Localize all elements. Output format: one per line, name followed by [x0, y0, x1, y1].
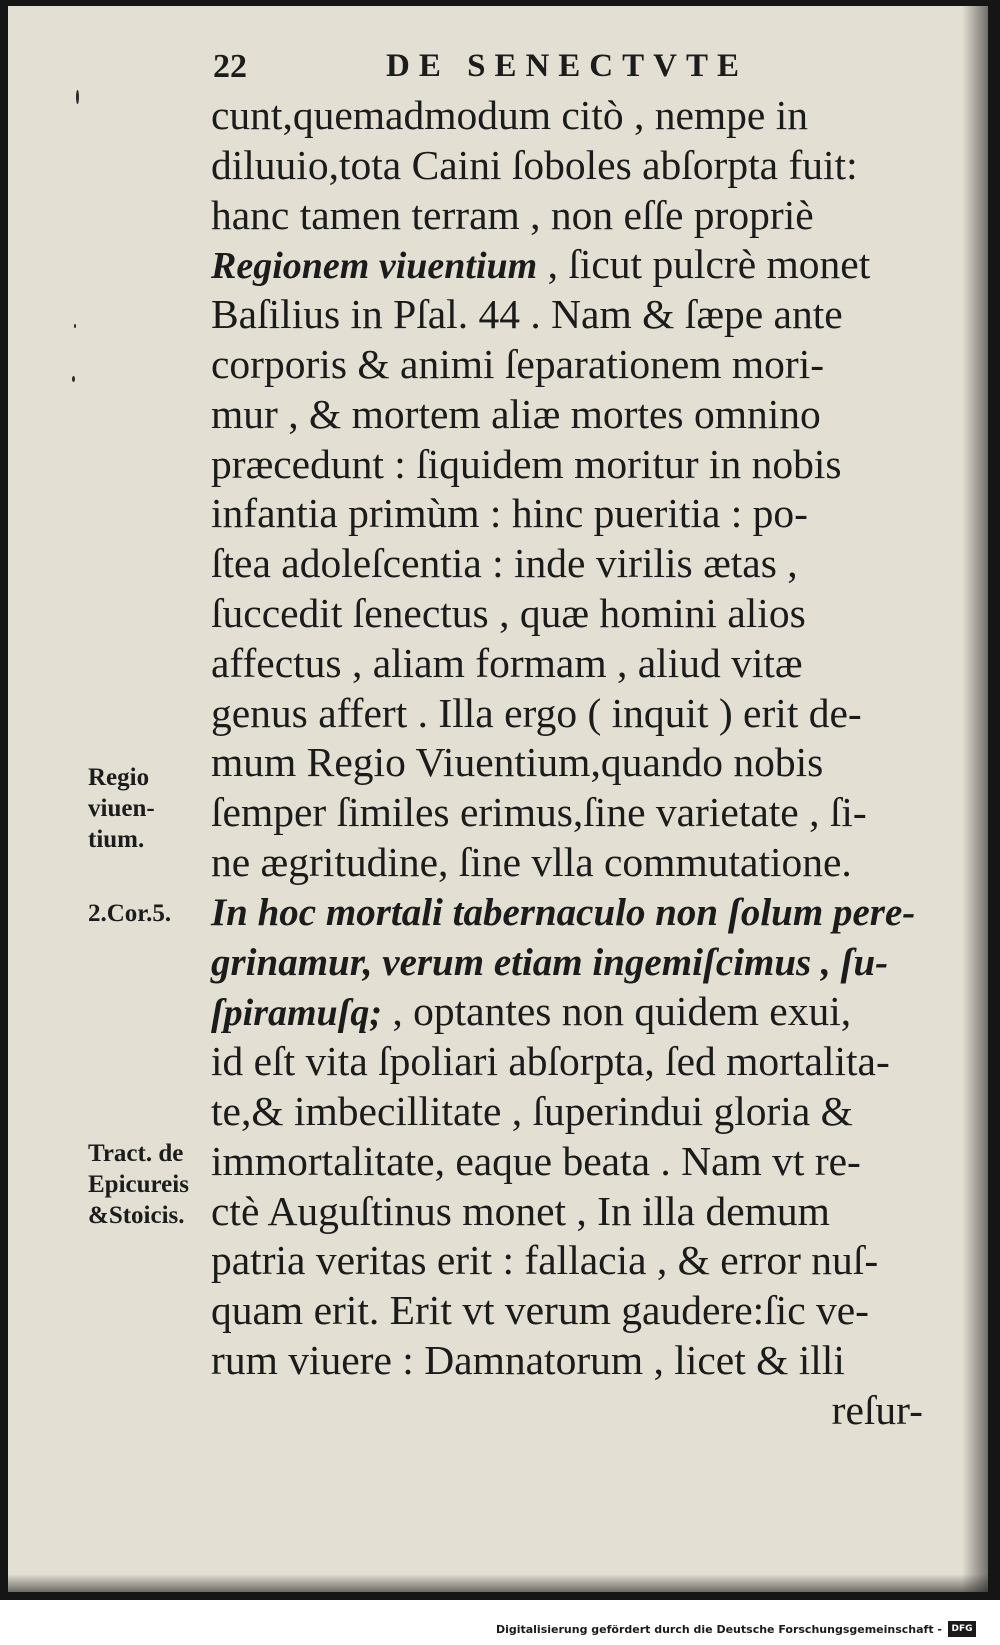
- page-edge-shadow: [962, 6, 988, 1592]
- text-line: immortalitate, eaque beata . Nam vt re-: [211, 1137, 861, 1184]
- ink-speck: [74, 324, 76, 328]
- text-line: In hoc mortali tabernaculo non ſolum pere-: [211, 890, 916, 934]
- text-line: ſuccedit ſenectus , quæ homini alios: [211, 589, 806, 636]
- ink-speck: [76, 90, 79, 104]
- running-head: DE SENECTVTE: [386, 48, 748, 84]
- text-segment: , optantes non quidem exui,: [382, 988, 852, 1035]
- text-line: id eſt vita ſpoliari abſorpta, ſed mortalita-: [211, 1038, 890, 1085]
- marginal-note-tract: [88, 1138, 189, 1231]
- marginal-line: &Stoicis.: [88, 1202, 185, 1229]
- italic-phrase: ſpiramuſq;: [211, 992, 382, 1035]
- text-line: ſemper ſimiles erimus,ſine varietate , ſi-: [211, 789, 867, 836]
- text-segment: , ſicut pulcrè monet: [537, 241, 871, 288]
- text-line: infantia primùm : hinc pueritia : po-: [211, 490, 808, 537]
- body-text: [203, 91, 923, 1436]
- text-line: præcedunt : ſiquidem moritur in nobis: [211, 440, 842, 487]
- page-number: 22: [213, 48, 247, 85]
- marginal-line: Epicureis: [88, 1171, 189, 1198]
- page-bottom-shadow: [8, 1574, 988, 1592]
- marginal-line: Tract. de: [88, 1140, 184, 1167]
- text-line: reſur-: [831, 1386, 923, 1433]
- text-line: [203, 240, 923, 290]
- marginal-note-regio: [88, 762, 155, 855]
- text-line: grinamur, verum etiam ingemiſcimus , ſu-: [211, 940, 889, 984]
- book-page: [8, 6, 988, 1592]
- text-line: genus affert . Illa ergo ( inquit ) erit de-: [211, 689, 862, 736]
- marginal-line: Regio: [88, 764, 150, 791]
- text-line: [203, 987, 923, 1037]
- text-line: cunt,quemadmodum citò , nempe in: [211, 92, 809, 138]
- text-line: affectus , aliam formam , aliud vitæ: [211, 639, 803, 686]
- text-line: diluuio,tota Caini ſoboles abſorpta fuit:: [211, 141, 858, 188]
- text-line: ſtea adoleſcentia : inde virilis ætas ,: [211, 540, 798, 587]
- text-line: mum Regio Viuentium,quando nobis: [211, 739, 824, 786]
- text-line: ne ægritudine, ſine vlla commutatione.: [211, 838, 852, 885]
- text-line: quam erit. Erit vt verum gaudere:ſic ve-: [211, 1287, 869, 1334]
- ink-speck: [72, 376, 75, 382]
- text-line: mur , & mortem aliæ mortes omnino: [211, 390, 821, 437]
- text-line: corporis & animi ſeparationem mori-: [211, 340, 825, 387]
- text-line: patria veritas erit : fallacia , & error nuſ-: [211, 1237, 879, 1284]
- marginal-note-cor: [88, 898, 171, 929]
- footer-credit: Digitalisierung gefördert durch die Deutsche Forschungsgemeinschaft -: [495, 1623, 942, 1636]
- text-line: ctè Auguſtinus monet , In illa demum: [211, 1187, 830, 1234]
- text-line: rum viuere : Damnatorum , licet & illi: [211, 1336, 845, 1383]
- text-line: hanc tamen terram , non eſſe propriè: [211, 191, 814, 238]
- text-line: Baſilius in Pſal. 44 . Nam & ſæpe ante: [211, 291, 843, 338]
- italic-phrase: Regionem viuentium: [211, 245, 538, 288]
- dfg-logo: DFG: [948, 1621, 976, 1637]
- marginal-line: 2.Cor.5.: [88, 900, 172, 927]
- marginal-line: tium.: [88, 826, 145, 853]
- marginal-line: viuen-: [88, 795, 155, 822]
- text-line: te,& imbecillitate , ſuperindui gloria &: [211, 1087, 853, 1134]
